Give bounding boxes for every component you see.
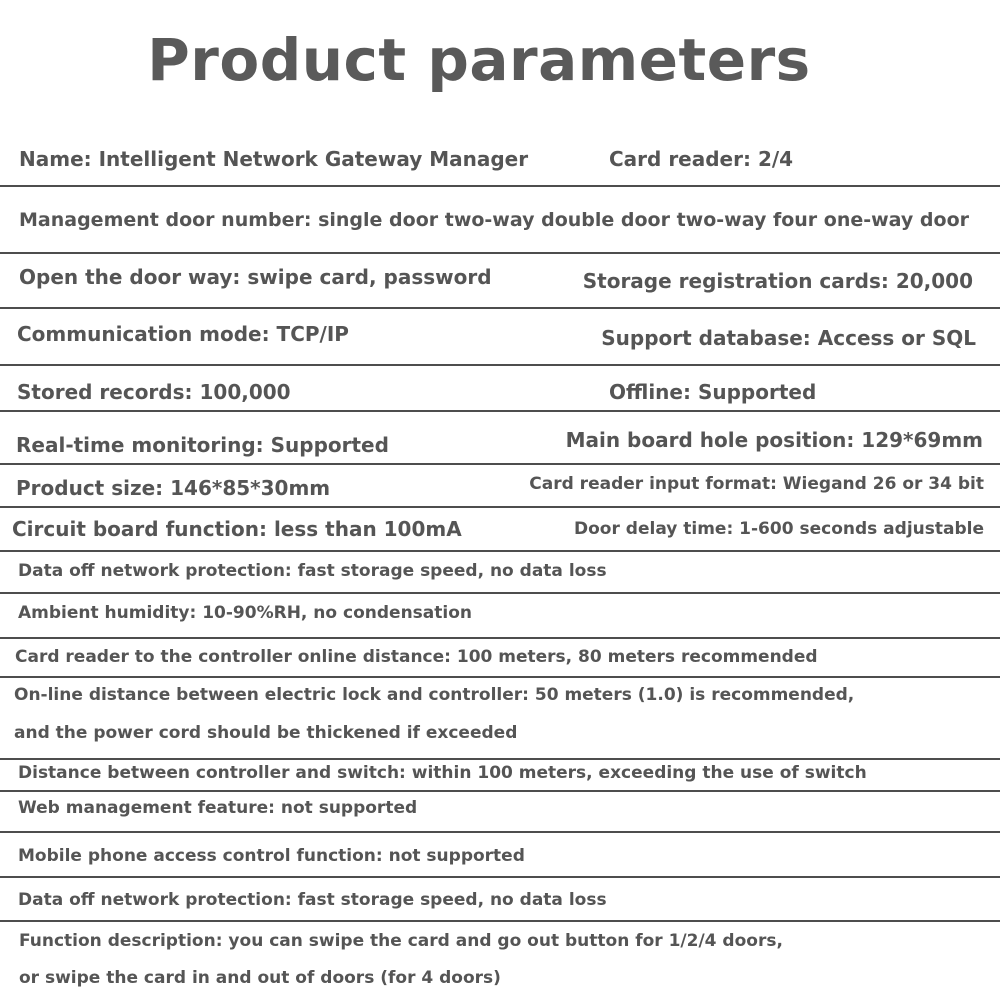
spec-management-door: Management door number: single door two-way double door two-way four one-way door bbox=[19, 209, 969, 231]
spec-hole-position: Main board hole position: 129*69mm bbox=[565, 428, 983, 452]
spec-product-size: Product size: 146*85*30mm bbox=[16, 476, 331, 500]
divider bbox=[0, 758, 1000, 760]
divider bbox=[0, 185, 1000, 187]
spec-database: Support database: Access or SQL bbox=[601, 326, 976, 350]
spec-name: Name: Intelligent Network Gateway Manager bbox=[19, 147, 529, 171]
spec-switch-distance: Distance between controller and switch: within 100 meters, exceeding the use of switch bbox=[18, 763, 867, 783]
divider bbox=[0, 463, 1000, 465]
spec-lock-distance-line2: and the power cord should be thickened if exceeded bbox=[14, 723, 518, 743]
spec-stored-records: Stored records: 100,000 bbox=[17, 380, 291, 404]
divider bbox=[0, 676, 1000, 678]
divider bbox=[0, 876, 1000, 878]
spec-data-off-network-2: Data off network protection: fast storage speed, no data loss bbox=[18, 890, 607, 910]
spec-mobile-access: Mobile phone access control function: not supported bbox=[18, 846, 525, 866]
divider bbox=[0, 364, 1000, 366]
spec-communication: Communication mode: TCP/IP bbox=[17, 322, 349, 346]
spec-circuit: Circuit board function: less than 100mA bbox=[12, 517, 462, 541]
spec-data-off-network: Data off network protection: fast storage speed, no data loss bbox=[18, 561, 607, 581]
divider bbox=[0, 920, 1000, 922]
spec-open-door: Open the door way: swipe card, password bbox=[19, 265, 492, 289]
divider bbox=[0, 410, 1000, 412]
spec-input-format: Card reader input format: Wiegand 26 or 34 bit bbox=[529, 474, 984, 494]
divider bbox=[0, 831, 1000, 833]
spec-humidity: Ambient humidity: 10-90%RH, no condensation bbox=[18, 603, 472, 623]
spec-function-line2: or swipe the card in and out of doors (for 4 doors) bbox=[19, 968, 501, 988]
spec-door-delay: Door delay time: 1-600 seconds adjustable bbox=[574, 519, 984, 539]
divider bbox=[0, 550, 1000, 552]
spec-web-management: Web management feature: not supported bbox=[18, 798, 418, 818]
divider bbox=[0, 307, 1000, 309]
divider bbox=[0, 637, 1000, 639]
spec-function-line1: Function description: you can swipe the card and go out button for 1/2/4 doors, bbox=[19, 931, 783, 951]
divider bbox=[0, 592, 1000, 594]
divider bbox=[0, 252, 1000, 254]
spec-card-reader: Card reader: 2/4 bbox=[609, 147, 794, 171]
divider bbox=[0, 790, 1000, 792]
divider bbox=[0, 506, 1000, 508]
spec-storage-cards: Storage registration cards: 20,000 bbox=[582, 269, 973, 293]
page-title: Product parameters bbox=[147, 26, 811, 94]
spec-offline: Offline: Supported bbox=[609, 380, 817, 404]
spec-lock-distance-line1: On-line distance between electric lock and controller: 50 meters (1.0) is recommended, bbox=[14, 685, 855, 705]
spec-reader-distance: Card reader to the controller online distance: 100 meters, 80 meters recommended bbox=[15, 647, 818, 667]
spec-realtime: Real-time monitoring: Supported bbox=[16, 433, 389, 457]
